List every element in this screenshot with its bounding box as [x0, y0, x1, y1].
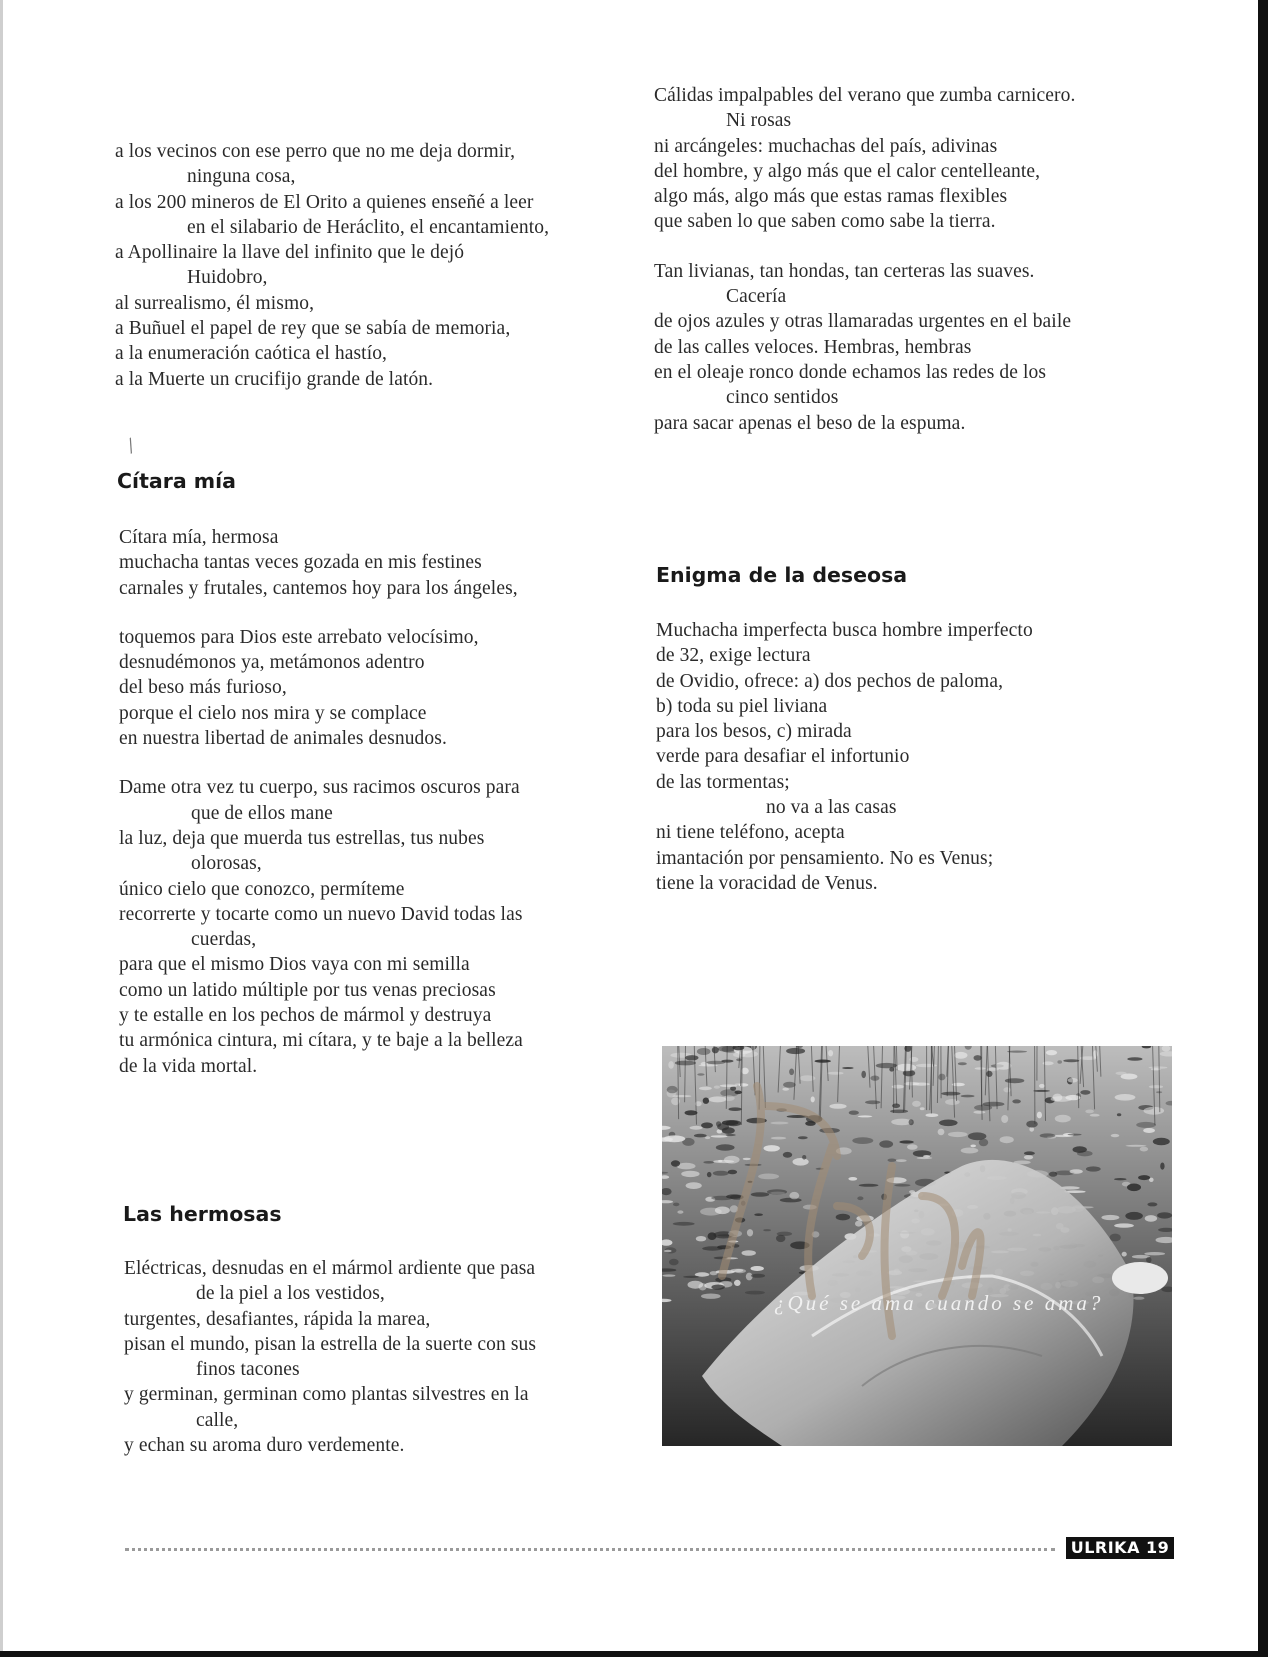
poem-line: de las tormentas; — [656, 771, 790, 793]
poem-line: a los 200 mineros de El Orito a quienes enseñé a leer — [115, 191, 534, 213]
poem-line: recorrerte y tocarte como un nuevo David todas las — [119, 903, 523, 925]
poem-line: que saben lo que saben como sabe la tierra. — [654, 211, 996, 233]
poem-line: finos tacones — [196, 1359, 300, 1381]
poem-line: desnudémonos ya, metámonos adentro — [119, 652, 425, 674]
poem-line: Dame otra vez tu cuerpo, sus racimos oscuros para — [119, 777, 520, 799]
poem-line: la luz, deja que muerda tus estrellas, tus nubes — [119, 827, 485, 849]
poem-line: de la vida mortal. — [119, 1055, 258, 1077]
poem-line: porque el cielo nos mira y se complace — [119, 702, 427, 724]
page-bottom-edge — [0, 1651, 1268, 1657]
poem-line: Ni rosas — [726, 110, 792, 132]
poem-line: ninguna cosa, — [187, 166, 296, 188]
poem-line: que de ellos mane — [191, 802, 333, 824]
poem-line: a Buñuel el papel de rey que se sabía de memoria, — [115, 318, 511, 340]
poem-continuation-right — [654, 83, 1075, 436]
poem-line: tiene la voracidad de Venus. — [656, 872, 878, 894]
poem-line: y echan su aroma duro verdemente. — [124, 1435, 405, 1457]
poem-line: Tan livianas, tan hondas, tan certeras las suaves. — [654, 260, 1035, 282]
poem-line: algo más, algo más que estas ramas flexibles — [654, 186, 1008, 208]
poem-line: único cielo que conozco, permíteme — [119, 878, 405, 900]
poem-line: de ojos azules y otras llamaradas urgentes en el baile — [654, 311, 1072, 333]
poem-line: pisan el mundo, pisan la estrella de la suerte con sus — [124, 1333, 537, 1355]
stanza-break — [119, 751, 523, 775]
poem-line: para los besos, c) mirada — [656, 721, 852, 743]
enigma-title: Enigma de la deseosa — [656, 563, 908, 587]
poem-line: Huidobro, — [187, 267, 268, 289]
poem-continuation-left — [115, 139, 549, 392]
poem-line: Eléctricas, desnudas en el mármol ardiente que pasa — [124, 1258, 536, 1279]
footer-dotted-rule — [125, 1548, 1055, 1551]
poem-line: a la Muerte un crucifijo grande de latón. — [115, 368, 434, 390]
poem-line: cuerdas, — [191, 929, 257, 951]
poem-line: de las calles veloces. Hembras, hembras — [654, 336, 972, 358]
citara-title: Cítara mía — [117, 469, 237, 493]
poem-line: de Ovidio, ofrece: a) dos pechos de paloma, — [656, 670, 1004, 692]
poem-line: imantación por pensamiento. No es Venus; — [656, 847, 994, 869]
poem-line: ni tiene teléfono, acepta — [656, 822, 845, 844]
poem-line: en el oleaje ronco donde echamos las redes de los — [654, 361, 1047, 383]
poem-line: para que el mismo Dios vaya con mi semilla — [119, 954, 470, 976]
poem-line: cinco sentidos — [726, 387, 839, 409]
poem-line: del hombre, y algo más que el calor centelleante, — [654, 160, 1041, 182]
page-right-edge — [1258, 0, 1268, 1657]
poem-line: turgentes, desafiantes, rápida la marea, — [124, 1308, 431, 1330]
poem-line: Muchacha imperfecta busca hombre imperfecto — [656, 620, 1033, 641]
poem-line: a los vecinos con ese perro que no me deja dormir, — [115, 141, 516, 162]
poem-line: verde para desafiar el infortunio — [656, 746, 910, 768]
poem-line: muchacha tantas veces gozada en mis festines — [119, 552, 482, 574]
poem-line: Cítara mía, hermosa — [119, 527, 279, 548]
poem-line: a Apollinaire la llave del infinito que le dejó — [115, 242, 465, 264]
poem-line: b) toda su piel liviana — [656, 695, 828, 717]
poem-line: carnales y frutales, cantemos hoy para los ángeles, — [119, 577, 518, 599]
poem-line: Cacería — [726, 286, 787, 308]
book-cover-photo — [662, 1046, 1172, 1446]
page-number-label: ULRIKA 19 — [1066, 1537, 1174, 1559]
poem-line: tu armónica cintura, mi cítara, y te baje a la belleza — [119, 1030, 523, 1052]
poem-line: no va a las casas — [766, 797, 897, 819]
enigma-poem-body — [656, 618, 1033, 896]
photo-caption: ¿Qué se ama cuando se ama? — [774, 1291, 1104, 1315]
poem-line: al surrealismo, él mismo, — [115, 292, 315, 314]
citara-poem-body — [119, 525, 523, 1079]
hermosas-poem-body — [124, 1256, 536, 1458]
poem-line: del beso más furioso, — [119, 677, 287, 699]
page-left-edge — [0, 0, 3, 1657]
poem-line: Cálidas impalpables del verano que zumba carnicero. — [654, 85, 1076, 106]
poem-line: a la enumeración caótica el hastío, — [115, 343, 388, 365]
poem-line: toquemos para Dios este arrebato velocísimo, — [119, 626, 479, 648]
poem-line: de la piel a los vestidos, — [196, 1283, 385, 1305]
poem-line: en el silabario de Heráclito, el encantamiento, — [187, 216, 550, 238]
poem-line: de 32, exige lectura — [656, 645, 811, 667]
hermosas-title: Las hermosas — [123, 1202, 282, 1226]
poem-line: para sacar apenas el beso de la espuma. — [654, 412, 966, 434]
poem-line: calle, — [196, 1409, 239, 1431]
poem-line: en nuestra libertad de animales desnudos. — [119, 728, 447, 750]
poem-line: y germinan, germinan como plantas silvestres en la — [124, 1384, 529, 1406]
poem-line: ni arcángeles: muchachas del país, adivinas — [654, 135, 998, 157]
decorative-tick-mark: ⁄ — [124, 437, 139, 456]
poem-line: como un latido múltiple por tus venas preciosas — [119, 979, 496, 1001]
stanza-break — [654, 235, 1075, 259]
poem-line: olorosas, — [191, 853, 262, 875]
poem-line: y te estalle en los pechos de mármol y destruya — [119, 1005, 492, 1027]
stanza-break — [119, 601, 523, 625]
